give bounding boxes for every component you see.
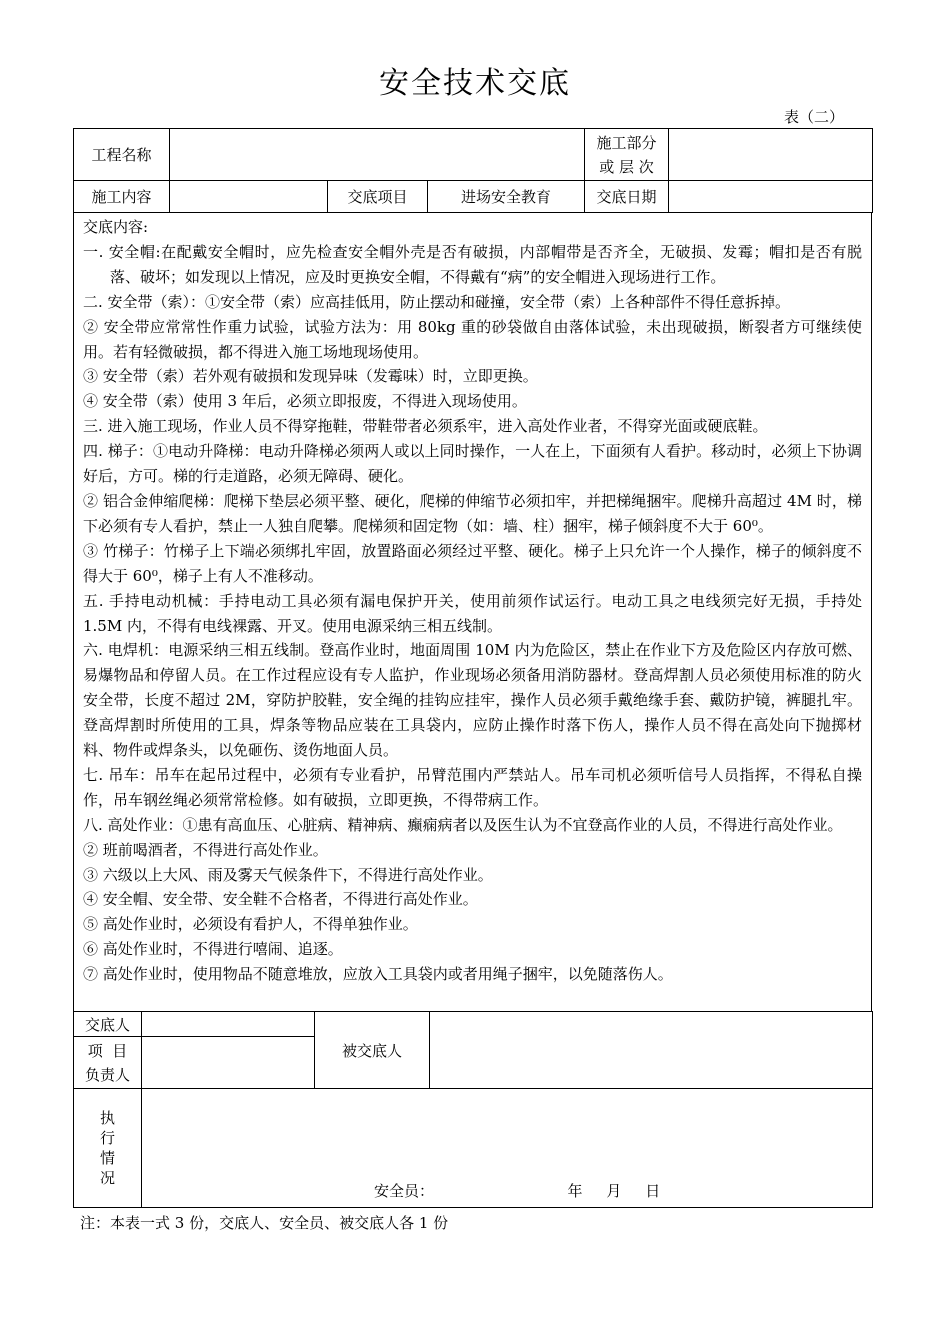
execution-char: 执: [99, 1109, 115, 1127]
content-paragraph: ⑦ 高处作业时，使用物品不随意堆放，应放入工具袋内或者用绳子捆牢，以免随落伤人。: [83, 965, 673, 984]
briefing-content: [73, 212, 872, 1012]
content-paragraph: ④ 安全帽、安全带、安全鞋不合格者，不得进行高处作业。: [83, 890, 478, 909]
content-paragraph: ③ 竹梯子：竹梯子上下端必须绑扎牢固，放置路面必须经过平整、硬化。梯子上只允许一个人操作，梯子的倾斜度不得大于 60⁰，梯子上有人不准移动。: [83, 541, 862, 585]
briefing-item-value: 进场安全教育: [428, 181, 585, 213]
content-paragraph: 五. 手持电动机械：手持电动工具必须有漏电保护开关，使用前须作试运行。电动工具之电线须完好无损，手持处 1.5M 内，不得有电线裸露、开叉。使用电源采纳三相五线制。: [83, 591, 862, 635]
execution-field[interactable]: [142, 1089, 873, 1208]
content-paragraph: 六. 电焊机：电源采纳三相五线制。登高作业时，地面周围 10M 内为危险区，禁止在作业下方及危险区内存放可燃、易爆物品和停留人员。在工作过程应设有专人监护，作业现场必须备用消防器材。登高焊割人员必须使用标准的防火安全带，长度不超过 2M，穿防护胶鞋，安全绳的挂钩应挂牢，操作人员必须手戴绝缘手套、戴防护镜，裤腿扎牢。登高焊割时所使用的工具，焊条等物品应装在工具袋内，应防止操作时落下伤人，操作人员不得在高处向下抛掷材料、物件或焊条头，以免砸伤、烫伤地面人员。: [83, 641, 862, 760]
header-table: [73, 128, 873, 213]
safety-officer-label: 安全员：: [374, 1182, 435, 1200]
content-paragraph: 二. 安全带（索）：①安全带（索）应高挂低用，防止摆动和碰撞，安全带（索）上各种部件不得任意拆掉。: [83, 292, 791, 311]
manager-label-line1: 项 目: [87, 1041, 128, 1060]
content-paragraph: ⑤ 高处作业时，必须设有看护人，不得单独作业。: [83, 915, 418, 934]
content-paragraph: 八. 高处作业：①患有高血压、心脏病、精神病、癫痫病者以及医生认为不宜登高作业的人员，不得进行高处作业。: [83, 815, 843, 834]
recipient-label: 被交底人: [315, 1012, 430, 1089]
content-paragraph: ⑥ 高处作业时，不得进行嘻闹、追逐。: [83, 940, 343, 959]
recipient-field[interactable]: [430, 1012, 873, 1089]
document-title: 安全技术交底: [379, 66, 571, 101]
content-paragraph: 三. 进入施工现场，作业人员不得穿拖鞋，带鞋带者必须系牢，进入高处作业者，不得穿光面或硬底鞋。: [83, 417, 768, 436]
form-number: 表（二）: [783, 108, 844, 126]
content-paragraph: ② 班前喝酒者，不得进行高处作业。: [83, 840, 328, 859]
section-label: [585, 129, 669, 181]
discloser-label: 交底人: [74, 1012, 142, 1037]
footer-note: 注：本表一式 3 份，交底人、安全员、被交底人各 1 份: [80, 1214, 449, 1232]
content-paragraph: 四. 梯子：①电动升降梯：电动升降梯必须两人或以上同时操作，一人在上，下面须有人看护。移动时，必须上下协调好后，方可。梯的行走道路，必须无障碍、硬化。: [83, 442, 862, 486]
project-name-label: 工程名称: [74, 129, 170, 181]
section-label-line2: 或 层 次: [599, 157, 654, 176]
discloser-field[interactable]: [142, 1012, 315, 1037]
manager-label-line2: 负责人: [84, 1065, 130, 1084]
year-label: 年: [567, 1182, 583, 1200]
content-paragraph: ② 安全带应常常性作重力试验，试验方法为：用 80kg 重的砂袋做自由落体试验，未出现破损，断裂者方可继续使用。若有轻微破损，都不得进入施工场地现场使用。: [83, 317, 862, 361]
month-label: 月: [606, 1182, 622, 1200]
briefing-item-label: 交底项目: [328, 181, 428, 213]
execution-footer: [374, 1180, 660, 1201]
briefing-date-field[interactable]: [669, 181, 873, 213]
work-content-label: 施工内容: [74, 181, 170, 213]
content-paragraph: ③ 六级以上大风、雨及雾天气候条件下，不得进行高处作业。: [83, 865, 493, 884]
content-paragraph: ④ 安全带（索）使用 3 年后，必须立即报废，不得进入现场使用。: [83, 392, 527, 411]
execution-char: 况: [99, 1169, 115, 1187]
execution-char: 情: [99, 1149, 115, 1167]
execution-char: 行: [99, 1129, 115, 1147]
content-paragraph: ③ 安全带（索）若外观有破损和发现异味（发霉味）时，立即更换。: [83, 367, 538, 386]
content-heading: 交底内容:: [83, 218, 149, 236]
content-paragraph: ② 铝合金伸缩爬梯：爬梯下垫层必须平整、硬化，爬梯的伸缩节必须扣牢，并把梯绳捆牢。爬梯升高超过 4M 时，梯下必须有专人看护，禁止一人独自爬攀。爬梯须和固定物（如：墙、柱）捆牢，梯子倾斜度不大于 60⁰。: [83, 491, 862, 535]
day-label: 日: [645, 1182, 661, 1200]
manager-label: [74, 1037, 142, 1089]
briefing-date-label: 交底日期: [585, 181, 669, 213]
manager-field[interactable]: [142, 1037, 315, 1089]
section-label-line1: 施工部分: [596, 133, 657, 152]
project-name-field[interactable]: [170, 129, 585, 181]
content-paragraph: 一. 安全帽:在配戴安全帽时，应先检查安全帽外壳是否有破损，内部帽带是否齐全，无破损、发霉；帽扣是否有脱落、破坏；如发现以上情况，应及时更换安全帽，不得戴有“病”的安全帽进入现场进行工作。: [83, 242, 862, 286]
section-field[interactable]: [669, 129, 873, 181]
signoff-table: [73, 1011, 873, 1208]
content-paragraph: 七. 吊车：吊车在起吊过程中，必须有专业看护，吊臂范围内严禁站人。吊车司机必须听信号人员指挥，不得私自操作，吊车钢丝绳必须常常检修。如有破损，立即更换，不得带病工作。: [83, 765, 862, 809]
execution-label: [74, 1089, 142, 1208]
work-content-field[interactable]: [170, 181, 328, 213]
